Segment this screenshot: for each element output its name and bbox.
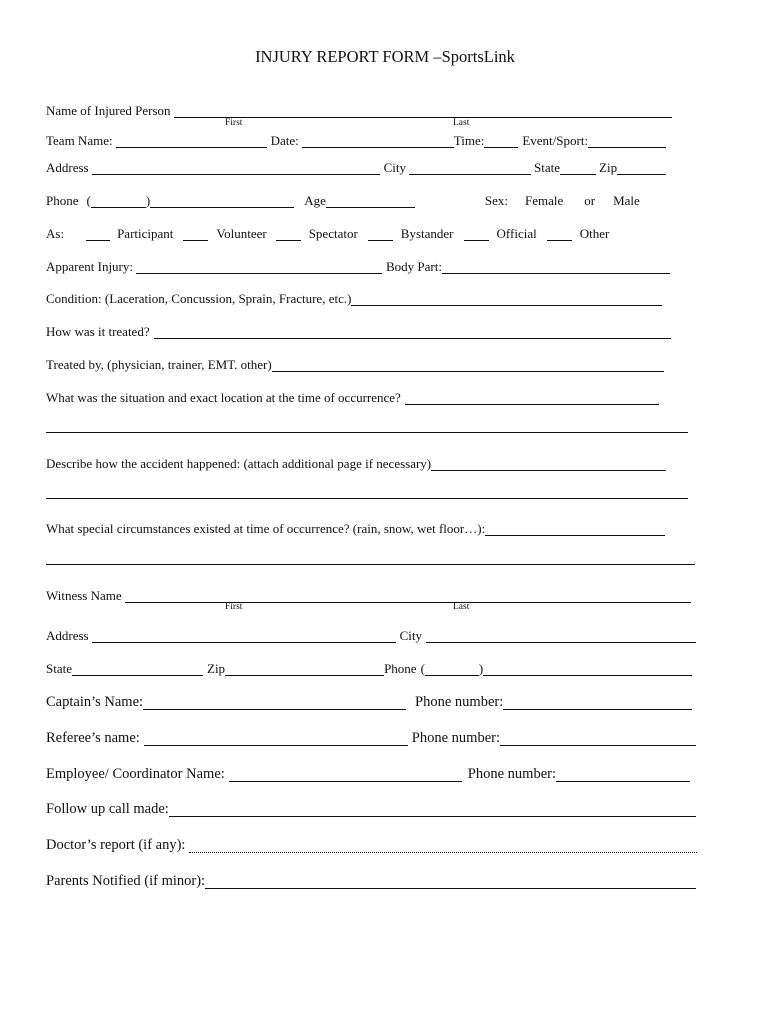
situation-row — [46, 385, 659, 405]
injured-first-caption: First — [225, 118, 243, 128]
event-label: Event/Sport: — [522, 133, 589, 148]
coordinator-label: Employee/ Coordinator Name: — [46, 766, 225, 782]
age-label: Age — [304, 193, 326, 208]
witness-zip-field[interactable] — [225, 661, 384, 676]
captain-row — [46, 690, 692, 710]
apparent-injury-field[interactable] — [136, 259, 382, 274]
treated-label: How was it treated? — [46, 324, 150, 339]
form-title: INJURY REPORT FORM –SportsLink — [255, 47, 515, 66]
referee-row — [46, 726, 696, 746]
witness-state-label: State — [46, 661, 72, 676]
role-volunteer: Volunteer — [216, 226, 267, 241]
witness-address-row — [46, 623, 696, 643]
followup-field[interactable] — [169, 802, 696, 817]
role-other-blank[interactable] — [547, 226, 572, 241]
treated-by-field[interactable] — [272, 357, 664, 372]
injured-zip-label: Zip — [599, 160, 618, 175]
witness-state-field[interactable] — [72, 661, 203, 676]
referee-phone-field[interactable] — [500, 731, 696, 746]
team-field[interactable] — [116, 133, 267, 148]
doctor-label: Doctor’s report (if any): — [46, 837, 186, 853]
situation-label: What was the situation and exact location at the time of occurrence? — [46, 390, 401, 405]
injured-address-label: Address — [46, 160, 89, 175]
injury-row — [46, 254, 670, 274]
captain-field[interactable] — [143, 695, 406, 710]
date-field[interactable] — [302, 133, 454, 148]
injured-name-label: Name of Injured Person — [46, 103, 171, 118]
body-part-field[interactable] — [442, 259, 670, 274]
doctor-field[interactable] — [189, 838, 697, 853]
witness-last-caption: Last — [453, 602, 470, 612]
witness-city-field[interactable] — [426, 628, 696, 643]
witness-zip-label: Zip — [207, 661, 226, 676]
injured-area-code-field[interactable] — [91, 193, 146, 208]
date-label: Date: — [270, 133, 299, 148]
event-field[interactable] — [588, 133, 666, 148]
coordinator-field[interactable] — [229, 767, 462, 782]
followup-label: Follow up call made: — [46, 801, 169, 817]
time-label: Time: — [453, 133, 485, 148]
describe-label: Describe how the accident happened: (attach additional page if necessary) — [46, 456, 432, 471]
treated-by-label: Treated by, (physician, trainer, EMT. other) — [46, 357, 272, 372]
injured-phone-row — [46, 188, 640, 208]
coordinator-phone-label: Phone number: — [467, 766, 556, 782]
injured-last-caption: Last — [453, 118, 470, 128]
injured-state-label: State — [534, 160, 561, 175]
special-row — [46, 516, 665, 536]
referee-label: Referee’s name: — [46, 730, 140, 746]
injured-phone-label: Phone — [46, 193, 79, 208]
parents-row — [46, 869, 696, 889]
injured-city-label: City — [383, 160, 407, 175]
team-label: Team Name: — [46, 133, 113, 148]
injured-address-row — [46, 155, 666, 175]
role-volunteer-blank[interactable] — [183, 226, 208, 241]
condition-field[interactable] — [351, 291, 662, 306]
apparent-injury-label: Apparent Injury: — [46, 259, 134, 274]
role-label: As: — [46, 226, 65, 241]
condition-row — [46, 286, 662, 306]
role-official: Official — [496, 226, 537, 241]
injured-phone-field[interactable] — [150, 193, 294, 208]
role-bystander-blank[interactable] — [368, 226, 393, 241]
role-bystander: Bystander — [400, 226, 454, 241]
witness-name-row — [46, 583, 691, 603]
referee-field[interactable] — [144, 731, 408, 746]
treated-by-row — [46, 352, 664, 372]
role-participant: Participant — [117, 226, 174, 241]
injured-city-field[interactable] — [409, 160, 531, 175]
captain-label: Captain’s Name: — [46, 694, 144, 710]
parents-field[interactable] — [205, 874, 696, 889]
situation-field[interactable] — [405, 390, 659, 405]
role-spectator-blank[interactable] — [276, 226, 301, 241]
injured-address-field[interactable] — [92, 160, 380, 175]
coordinator-phone-field[interactable] — [556, 767, 690, 782]
witness-name-field[interactable] — [125, 588, 691, 603]
describe-extra-line[interactable] — [46, 498, 688, 499]
injured-phone-open: ( — [86, 193, 91, 208]
injured-name-row — [46, 98, 672, 118]
witness-name-label: Witness Name — [46, 588, 122, 603]
injured-phone-close: ) — [145, 193, 151, 208]
describe-field[interactable] — [431, 456, 666, 471]
injured-zip-field[interactable] — [617, 160, 666, 175]
sex-option-female[interactable]: Female — [524, 193, 564, 208]
witness-phone-label: Phone — [384, 661, 417, 676]
role-other: Other — [579, 226, 610, 241]
role-official-blank[interactable] — [464, 226, 489, 241]
witness-address-field[interactable] — [92, 628, 396, 643]
treated-field[interactable] — [154, 324, 671, 339]
role-participant-blank[interactable] — [86, 226, 110, 241]
time-field[interactable] — [484, 133, 518, 148]
age-field[interactable] — [326, 193, 415, 208]
sex-option-male[interactable]: Male — [613, 193, 640, 208]
witness-first-caption: First — [225, 602, 243, 612]
condition-label: Condition: (Laceration, Concussion, Sprain, Fracture, etc.) — [46, 291, 352, 306]
witness-phone-field[interactable] — [483, 661, 692, 676]
witness-address-label: Address — [46, 628, 89, 643]
captain-phone-label: Phone number: — [415, 694, 504, 710]
witness-city-label: City — [399, 628, 423, 643]
coordinator-row — [46, 762, 690, 782]
injured-name-field[interactable] — [174, 103, 672, 118]
parents-label: Parents Notified (if minor): — [46, 873, 206, 889]
describe-row — [46, 451, 666, 471]
witness-phone-open: ( — [420, 661, 425, 676]
treated-row — [46, 319, 671, 339]
captain-phone-field[interactable] — [503, 695, 692, 710]
witness-area-code-field[interactable] — [425, 661, 479, 676]
injured-state-field[interactable] — [560, 160, 596, 175]
team-row — [46, 128, 666, 148]
body-part-label: Body Part: — [386, 259, 442, 274]
special-label: What special circumstances existed at time of occurrence? (rain, snow, wet floor…): — [46, 521, 486, 536]
special-field[interactable] — [485, 521, 665, 536]
referee-phone-label: Phone number: — [411, 730, 500, 746]
sex-label: Sex: — [484, 193, 508, 208]
doctor-row — [46, 833, 697, 853]
followup-row — [46, 797, 696, 817]
witness-phone-close: ) — [478, 661, 484, 676]
witness-state-row — [46, 656, 692, 676]
sex-or-text: or — [584, 193, 596, 208]
special-extra-line[interactable] — [46, 564, 695, 565]
situation-extra-line[interactable] — [46, 432, 688, 433]
role-spectator: Spectator — [308, 226, 358, 241]
role-row — [46, 221, 609, 241]
